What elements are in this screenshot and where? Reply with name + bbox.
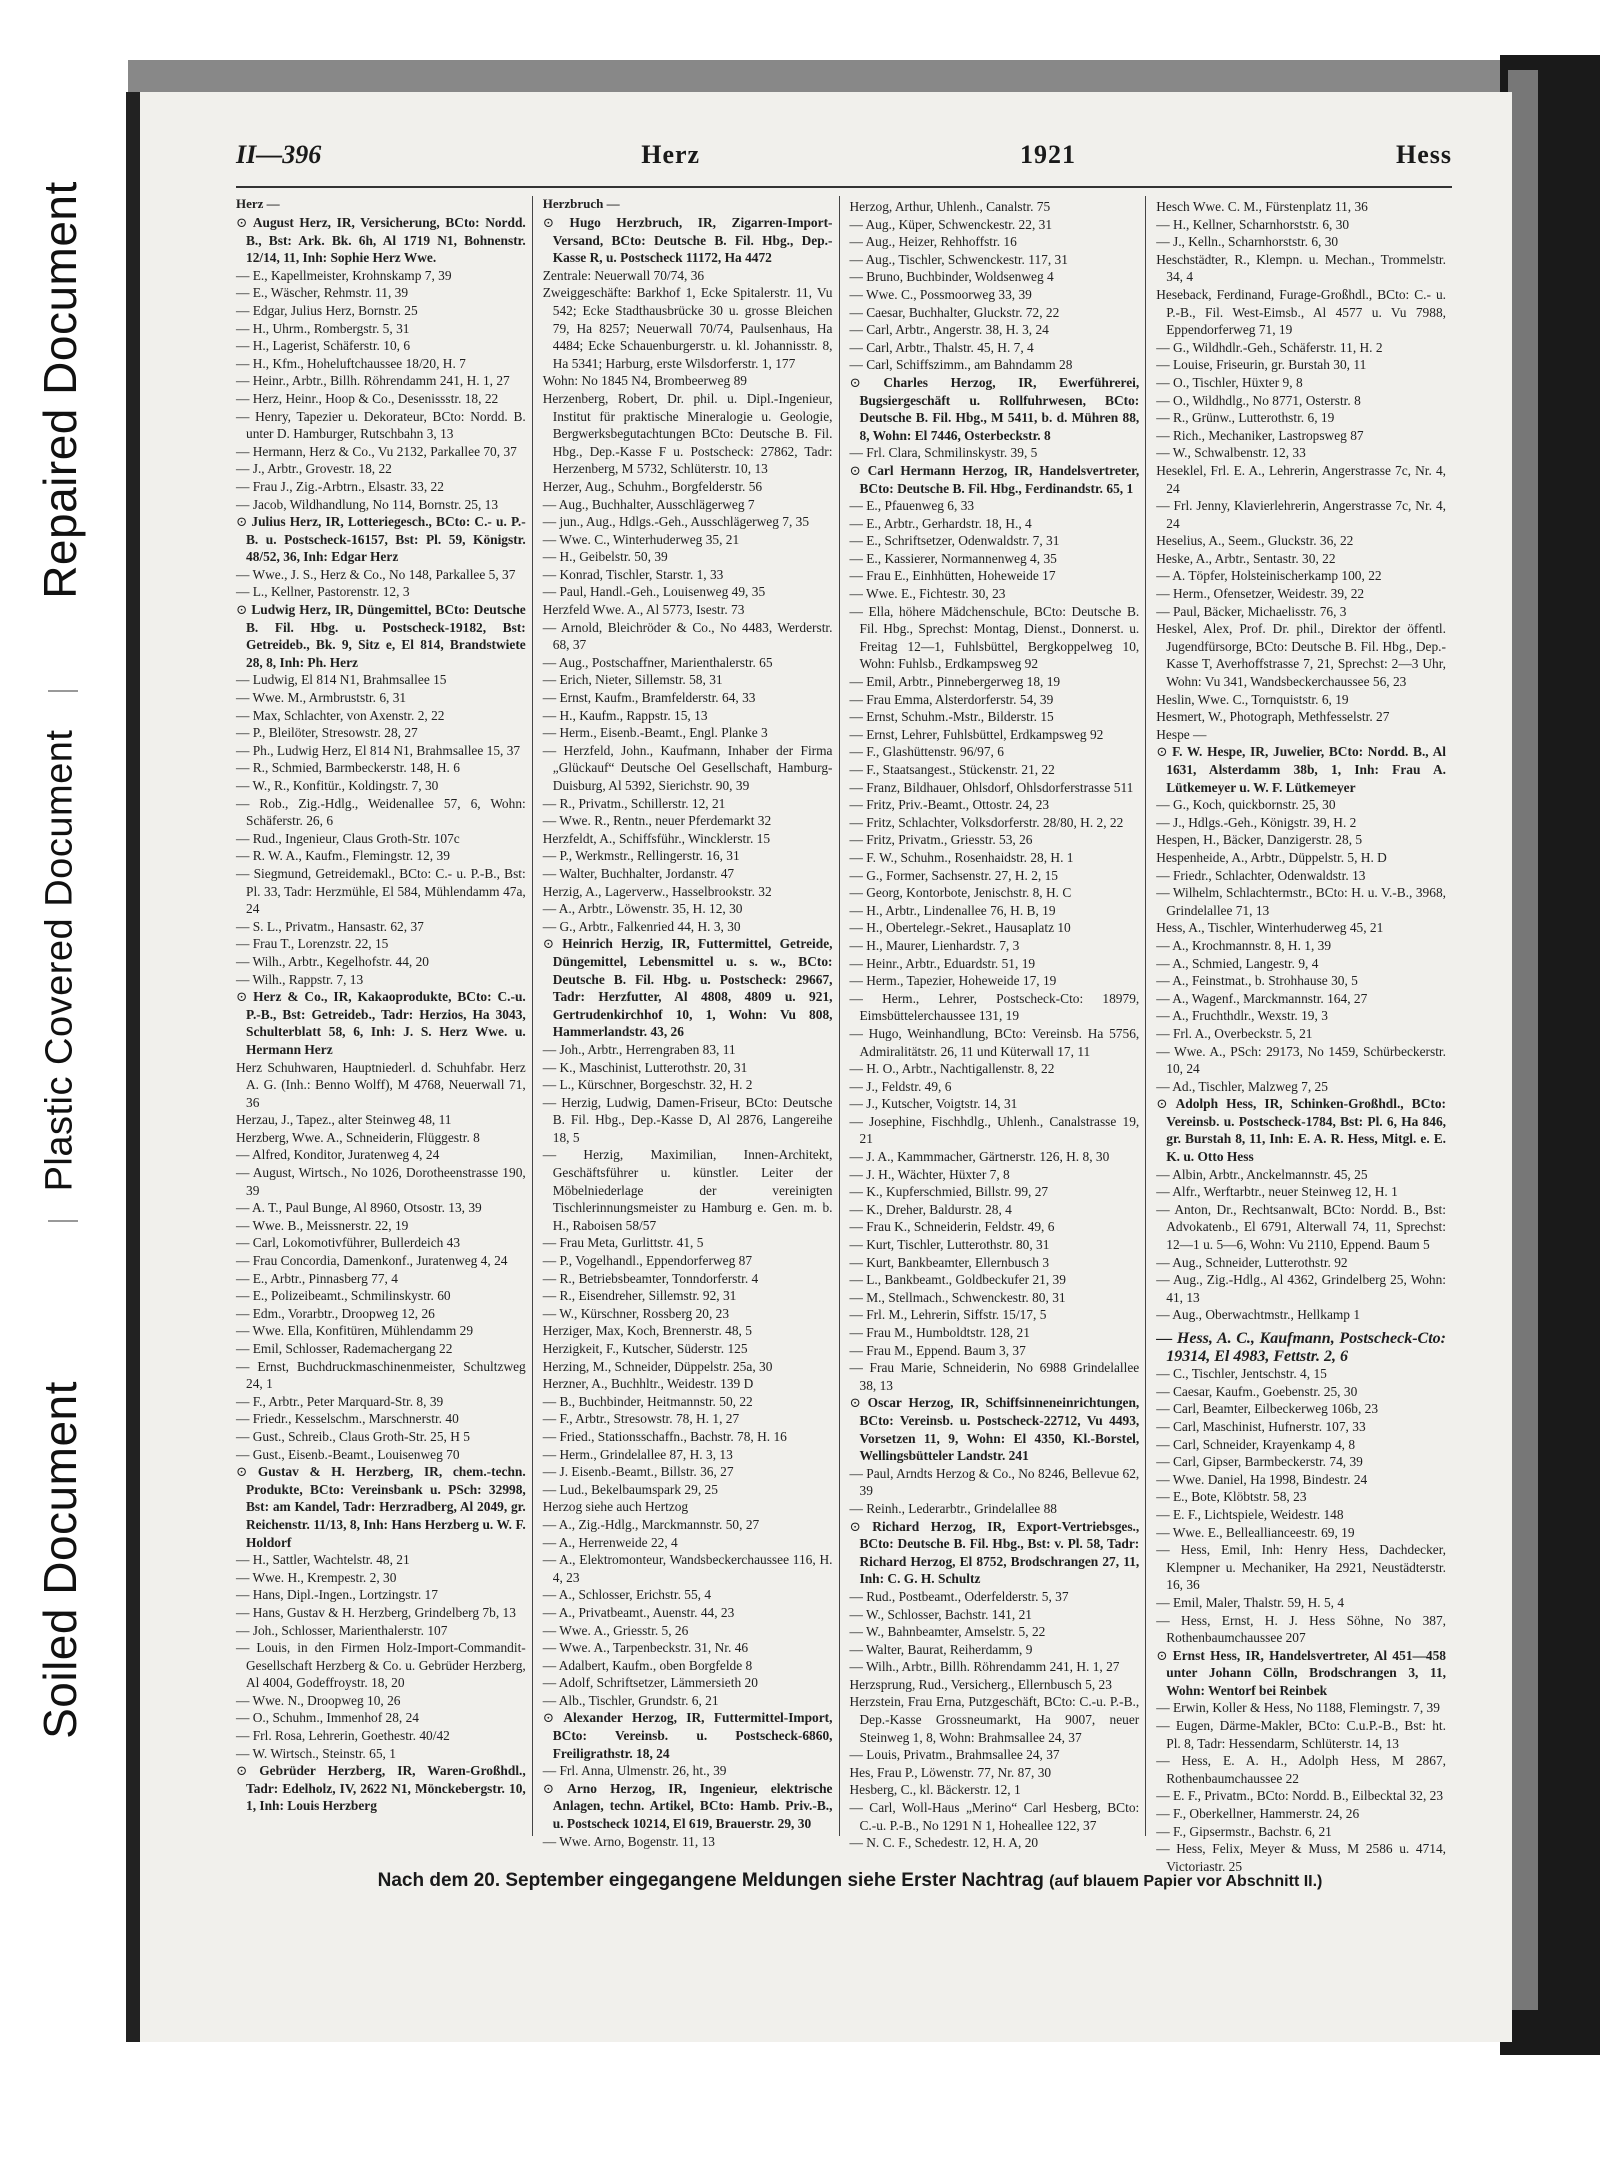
directory-entry: ⊙ Gustav & H. Herzberg, IR, chem.-techn. Produkte, BCto: Vereinsbank u. PSch: 32998, Bst: am Kandel, Tadr: Herzradberg, Al 2049, gr. Reichenstr. 11/13, 8, Inh: Hans Herzberg u. W. F. Holdorf — [236, 1463, 526, 1551]
directory-entry: — Wwe. A., PSch: 29173, No 1459, Schürbeckerstr. 10, 24 — [1156, 1043, 1446, 1077]
directory-entry: — Anton, Dr., Rechtsanwalt, BCto: Nordd. B., Bst: Advokatenb., El 6791, Alterwall 74, 11, Sprechst: 12—1 u. 5—6, Wohn: Vu 2110, Eppend. Baum 5 — [1156, 1201, 1446, 1253]
directory-entry: — E., Kapellmeister, Krohnskamp 7, 39 — [236, 267, 452, 283]
page-header — [236, 140, 1452, 176]
soiled-document-label — [30, 1210, 90, 1910]
directory-entry: — Erwin, Koller & Hess, No 1188, Flemingstr. 7, 39 — [1156, 1700, 1440, 1716]
directory-entry: — Kurt, Tischler, Lutterothstr. 80, 31 — [849, 1237, 1050, 1253]
scan-edge-left — [126, 92, 140, 2042]
directory-entry: Wohn: No 1845 N4, Brombeerweg 89 — [542, 373, 747, 389]
directory-entry: — W., Kürschner, Rossberg 20, 23 — [542, 1305, 730, 1321]
directory-entry: Hespen, H., Bäcker, Danzigerstr. 28, 5 — [1156, 832, 1363, 848]
directory-entry: — Herzfeld, John., Kaufmann, Inhaber der Firma „Glückauf“ Deutsche Oel Gesellschaft, Hamburg-Duisburg, Al 5392, Sierichstr. 90, 39 — [542, 742, 833, 793]
directory-entry: — F., Gipsermstr., Bachstr. 6, 21 — [1156, 1823, 1332, 1839]
directory-entry: — S. L., Privatm., Hansastr. 62, 37 — [236, 918, 424, 934]
directory-entry: Hesmert, W., Photograph, Methfesselstr. 27 — [1156, 709, 1390, 725]
directory-entry: — Aug., Buchhalter, Ausschlägerweg 7 — [542, 496, 755, 512]
directory-entry: — G., Wildhdlr.-Geh., Schäferstr. 11, H. 2 — [1156, 339, 1383, 355]
directory-entry: — Frl. A., Overbeckstr. 5, 21 — [1156, 1025, 1313, 1041]
directory-entry: ⊙ Adolph Hess, IR, Schinken-Großhdl., BCto: Vereinsb. u. Postscheck-1784, Bst: Pl. 6, Ha 846, gr. Burstah 8, 11, Inh: E. A. R. Hess, Mitgl. e. E. K. u. Otto Hess — [1156, 1095, 1446, 1165]
directory-entry: — Wwe. B., Meissnerstr. 22, 19 — [236, 1217, 409, 1233]
directory-entry: ⊙ Hugo Herzbruch, IR, Zigarren-Import-Versand, BCto: Deutsche B. Fil. Hbg., Dep.-Kasse R, u. Postscheck 11172, Ha 4472 — [543, 214, 833, 267]
directory-entry: — L., Kellner, Pastorenstr. 12, 3 — [236, 584, 410, 600]
directory-entry: — H., Uhrm., Rombergstr. 5, 31 — [236, 320, 410, 336]
left-keyword: Herz — [641, 140, 701, 169]
directory-entry: — Wilh., Arbtr., Kegelhofstr. 44, 20 — [236, 953, 429, 969]
directory-entry: — F., Arbtr., Stresowstr. 78, H. 1, 27 — [542, 1411, 740, 1427]
directory-entry: Zweiggeschäfte: Barkhof 1, Ecke Spitalerstr. 11, Vu 542; Ecke Stadthausbrücke 30 u. grosse Bleichen 79, Ha 8257; Neuerwall 70/74, Paulsenhaus, Ha 4484; Ecke Schauenburgerstr. u. kl. Johannisstr. 8, Ha 5341; Harburg, erste Wilsdorferstr. 1, 177 — [542, 285, 833, 371]
directory-entry: — O., Schuhm., Immenhof 28, 24 — [236, 1710, 419, 1726]
directory-entry: — Wwe. H., Krempestr. 2, 30 — [236, 1569, 397, 1585]
directory-entry: Herzig, A., Lagerverw., Hasselbrookstr. 32 — [542, 883, 772, 899]
directory-entry: — Ernst, Lehrer, Fuhlsbüttel, Erdkampsweg 92 — [849, 726, 1104, 742]
directory-entry: — R., Eisendreher, Sillemstr. 92, 31 — [542, 1288, 737, 1304]
directory-entry: — A., Krochmannstr. 8, H. 1, 39 — [1156, 937, 1332, 953]
directory-entry: — B., Buchbinder, Heitmannstr. 50, 22 — [542, 1393, 753, 1409]
directory-entry: — H., Maurer, Lienhardstr. 7, 3 — [849, 937, 1020, 953]
directory-entry: — H., Kaufm., Rappstr. 15, 13 — [542, 707, 708, 723]
directory-entry: — Aug., Oberwachtmstr., Hellkamp 1 — [1156, 1307, 1361, 1323]
directory-entry: — Aug., Tischler, Schwenckestr. 117, 31 — [849, 251, 1068, 267]
directory-entry: — Wwe. R., Rentn., neuer Pferdemarkt 32 — [542, 813, 772, 829]
footer-subnote: (auf blauem Papier vor Abschnitt II.) — [1049, 1873, 1323, 1890]
directory-entry: — Walter, Buchhalter, Jordanstr. 47 — [542, 865, 735, 881]
directory-entry: — J., Kutscher, Voigtstr. 14, 31 — [849, 1096, 1018, 1112]
directory-entry: — Rich., Mechaniker, Lastropsweg 87 — [1156, 427, 1364, 443]
directory-entry: — K., Dreher, Baldurstr. 28, 4 — [849, 1201, 1012, 1217]
directory-entry: — Alfr., Werftarbtr., neuer Steinweg 12, H. 1 — [1156, 1184, 1398, 1200]
directory-entry: — J. H., Wächter, Hüxter 7, 8 — [849, 1166, 1010, 1182]
document-page — [140, 92, 1512, 2042]
directory-entry: — jun., Aug., Hdlgs.-Geh., Ausschlägerweg 7, 35 — [542, 514, 810, 530]
directory-entry: — Wwe., J. S., Herz & Co., No 148, Parkallee 5, 37 — [236, 566, 516, 582]
directory-entry: — Arnold, Bleichröder & Co., No 4483, Werderstr. 68, 37 — [542, 619, 833, 653]
directory-entry: — Wwe. N., Droopweg 10, 26 — [236, 1692, 401, 1708]
directory-entry: — P., Vogelhandl., Eppendorferweg 87 — [542, 1253, 753, 1269]
directory-entry: — H., Geibelstr. 50, 39 — [542, 549, 668, 565]
directory-entry: — Lud., Bekelbaumspark 29, 25 — [542, 1481, 718, 1497]
directory-entry: Heskel, Alex, Prof. Dr. phil., Direktor der öffentl. Jugendfürsorge, BCto: Deutsche B. Fil. Hbg., Dep.-Kasse T, Averhoffstrasse 7, 21, Sprechst: 2—3 Uhr, Wohn: Vu 341, Wandsbeckerchaussee 56, 23 — [1156, 621, 1446, 690]
directory-entry: — Paul, Bäcker, Michaelisstr. 76, 3 — [1156, 603, 1347, 619]
directory-entry: — H., Lagerist, Schäferstr. 10, 6 — [236, 338, 411, 354]
directory-entry: — Carl, Arbtr., Thalstr. 45, H. 7, 4 — [849, 339, 1034, 355]
directory-column — [236, 196, 533, 1836]
directory-entry: — Wwe. Arno, Bogenstr. 11, 13 — [542, 1833, 715, 1849]
directory-entry: — Wwe. M., Armbruststr. 6, 31 — [236, 690, 407, 706]
directory-entry: — Ernst, Buchdruckmaschinenmeister, Schultzweg 24, 1 — [236, 1358, 526, 1392]
directory-entry: Hes, Frau P., Löwenstr. 77, Nr. 87, 30 — [849, 1764, 1052, 1780]
directory-entry: — Frau Concordia, Damenkonf., Juratenweg 4, 24 — [236, 1253, 508, 1269]
directory-entry: — K., Maschinist, Lutterothstr. 20, 31 — [542, 1059, 748, 1075]
directory-entry: — W., Bahnbeamter, Amselstr. 5, 22 — [849, 1624, 1046, 1640]
repaired-label-text: Repaired Document — [34, 181, 87, 599]
directory-entry: Hesberg, C., kl. Bäckerstr. 12, 1 — [849, 1782, 1021, 1798]
directory-entry: — G., Arbtr., Falkenried 44, H. 3, 30 — [542, 918, 741, 934]
directory-entry: — A., Fruchthdlr., Wexstr. 19, 3 — [1156, 1008, 1328, 1024]
directory-entry: — Fritz, Schlachter, Volksdorferstr. 28/80, H. 2, 22 — [849, 814, 1124, 830]
directory-entry: — P., Werkmstr., Rellingerstr. 16, 31 — [542, 848, 740, 864]
directory-entry: — J., Feldstr. 49, 6 — [849, 1078, 952, 1094]
directory-entry: — J. A., Kammmacher, Gärtnerstr. 126, H. 8, 30 — [849, 1149, 1110, 1165]
directory-entry: — Emil, Arbtr., Pinnebergerweg 18, 19 — [849, 674, 1061, 690]
directory-columns — [236, 196, 1452, 1874]
directory-entry: — Carl, Arbtr., Angerstr. 38, H. 3, 24 — [849, 322, 1049, 338]
directory-entry: — Frl. Clara, Schmilinskystr. 39, 5 — [849, 445, 1038, 461]
directory-entry: — F., Arbtr., Peter Marquard-Str. 8, 39 — [236, 1393, 444, 1409]
directory-entry: Herzner, A., Buchhltr., Weidestr. 139 D — [542, 1376, 754, 1392]
directory-entry: — Bruno, Buchbinder, Woldsenweg 4 — [849, 269, 1054, 285]
directory-entry: — Hess, Ernst, H. J. Hess Söhne, No 387, Rothenbaumchaussee 207 — [1156, 1612, 1446, 1646]
directory-entry: — A., Herrenweide 22, 4 — [542, 1534, 678, 1550]
directory-entry: — Friedr., Kesselschm., Marschnerstr. 40 — [236, 1411, 459, 1427]
directory-entry: — E., Arbtr., Pinnasberg 77, 4 — [236, 1270, 398, 1286]
directory-entry: — E., Arbtr., Gerhardstr. 18, H., 4 — [849, 515, 1032, 531]
directory-entry: Herzsprung, Rud., Versicherg., Ellernbusch 5, 23 — [849, 1676, 1112, 1692]
directory-entry: — Emil, Schlosser, Rademachergang 22 — [236, 1341, 453, 1356]
directory-entry: — Caesar, Kaufm., Goebenstr. 25, 30 — [1156, 1383, 1358, 1399]
directory-entry: — Frau K., Schneiderin, Feldstr. 49, 6 — [849, 1219, 1055, 1235]
directory-entry: Herzberg, Wwe. A., Schneiderin, Flüggestr. 8 — [236, 1129, 480, 1145]
directory-entry: — Frau M., Eppend. Baum 3, 37 — [849, 1342, 1026, 1358]
directory-entry: — J., Kelln., Scharnhorststr. 6, 30 — [1156, 234, 1339, 250]
directory-entry: — Ernst, Kaufm., Bramfelderstr. 64, 33 — [542, 690, 756, 706]
directory-entry: — Emil, Maler, Thalstr. 59, H. 5, 4 — [1156, 1594, 1345, 1610]
directory-entry: — Edm., Vorarbtr., Droopweg 12, 26 — [236, 1305, 435, 1321]
footer-main: Nach dem 20. September eingegangene Meldungen siehe Erster Nachtrag — [377, 1870, 1044, 1891]
directory-entry: — Wwe. C., Winterhuderweg 35, 21 — [542, 531, 740, 547]
directory-entry: Hess, A., Tischler, Winterhuderweg 45, 21 — [1156, 920, 1384, 936]
directory-entry: — Frl. Rosa, Lehrerin, Goethestr. 40/42 — [236, 1728, 450, 1744]
directory-entry: — Ludwig, El 814 N1, Brahmsallee 15 — [236, 672, 447, 688]
page-number: II—396 — [236, 140, 322, 169]
directory-entry: — Herm., Lehrer, Postscheck-Cto: 18979, Eimsbüttelerchaussee 131, 19 — [849, 990, 1140, 1024]
directory-entry: ⊙ August Herz, IR, Versicherung, BCto: Nordd. B., Bst: Ark. Bk. 6h, Al 1719 N1, Bohnenstr. 12/14, 11, Inh: Sophie Herz Wwe. — [236, 214, 526, 267]
directory-entry: — A., Schlosser, Erichstr. 55, 4 — [542, 1587, 712, 1603]
directory-entry: Herziger, Max, Koch, Brennerstr. 48, 5 — [542, 1323, 752, 1339]
directory-entry: — Fritz, Privatm., Griesstr. 53, 26 — [849, 832, 1033, 848]
directory-entry: — Jacob, Wildhandlung, No 114, Bornstr. 25, 13 — [236, 496, 499, 512]
repaired-document-label — [30, 110, 90, 670]
directory-entry: — A., Feinstmat., b. Strohhause 30, 5 — [1156, 973, 1358, 989]
directory-entry: ⊙ Alexander Herzog, IR, Futtermittel-Import, BCto: Vereinsb. u. Postscheck-6860, Freiligrathstr. 18, 24 — [543, 1709, 833, 1762]
directory-entry: Heselius, A., Seem., Gluckstr. 36, 22 — [1156, 533, 1354, 549]
directory-entry: — Fritz, Priv.-Beamt., Ottostr. 24, 23 — [849, 797, 1050, 813]
directory-entry: — Alfred, Konditor, Juratenweg 4, 24 — [236, 1147, 440, 1163]
directory-entry: — Carl, Lokomotivführer, Bullerdeich 43 — [236, 1235, 461, 1251]
directory-entry: — Ernst, Schuhm.-Mstr., Bilderstr. 15 — [849, 709, 1054, 725]
directory-entry: — Carl, Schiffszimm., am Bahndamm 28 — [849, 357, 1073, 373]
directory-entry: Herzog siehe auch Hertzog — [542, 1499, 689, 1515]
directory-entry: — Walter, Baurat, Reiherdamm, 9 — [849, 1641, 1033, 1657]
directory-entry: — Hans, Gustav & H. Herzberg, Grindelberg 7b, 13 — [236, 1604, 516, 1620]
directory-entry: — Adalbert, Kaufm., oben Borgfelde 8 — [542, 1657, 753, 1673]
directory-entry: — G., Koch, quickbornstr. 25, 30 — [1156, 797, 1336, 813]
directory-entry: — R., Betriebsbeamter, Tonndorferstr. 4 — [542, 1270, 759, 1286]
directory-entry: — Wilhelm, Schlachtermstr., BCto: H. u. V.-B., 3968, Grindelallee 71, 13 — [1156, 885, 1446, 918]
directory-entry: Herz Schuhwaren, Hauptniederl. d. Schuhfabr. Herz A. G. (Inh.: Benno Wolff), M 4768, Neuerwall 71, 36 — [236, 1059, 526, 1110]
directory-entry: ⊙ Oscar Herzog, IR, Schiffsinneneinrichtungen, BCto: Vereinsb. u. Postscheck-22712, Vu 4493, Vorsetzen 11, 9, Wohn: El 4350, Kl.-Borstel, Wellingsbütteler Landstr. 241 — [850, 1394, 1140, 1464]
divider — [48, 690, 78, 692]
directory-entry: — Louis, Privatm., Brahmsallee 24, 37 — [849, 1747, 1060, 1763]
directory-entry: Heslin, Wwe. C., Tornquiststr. 6, 19 — [1156, 691, 1349, 707]
directory-entry: — Edgar, Julius Herz, Bornstr. 25 — [236, 302, 418, 318]
directory-entry: — Hess, A. C., Kaufmann, Postscheck-Cto: 19314, El 4983, Fettstr. 2, 6 — [1156, 1330, 1446, 1365]
directory-entry: Heseklel, Frl. E. A., Lehrerin, Angerstrasse 7c, Nr. 4, 24 — [1156, 462, 1446, 496]
directory-entry: — A., Zig.-Hdlg., Marckmannstr. 50, 27 — [542, 1516, 760, 1532]
directory-entry: — E., Bote, Klöbtstr. 58, 23 — [1156, 1489, 1307, 1505]
directory-entry: — P., Bleilöter, Stresowstr. 28, 27 — [236, 725, 418, 741]
directory-entry: — Ad., Tischler, Malzweg 7, 25 — [1156, 1078, 1328, 1094]
directory-entry: — Adolf, Schriftsetzer, Lämmersieth 20 — [542, 1675, 758, 1691]
directory-entry: ⊙ Carl Hermann Herzog, IR, Handelsvertreter, BCto: Deutsche B. Fil. Hbg., Ferdinandstr. 65, 1 — [850, 462, 1140, 497]
directory-entry: — Konrad, Tischler, Starstr. 1, 33 — [542, 566, 724, 582]
directory-entry: Herzfeld Wwe. A., Al 5773, Isestr. 73 — [542, 602, 745, 618]
directory-entry: ⊙ Herz & Co., IR, Kakaoprodukte, BCto: C.-u. P.-B., Bst: Getreideb., Tadr: Herzios, Ha 3043, Schulterblatt 58, 6, Inh: J. S. Herz Wwe. u. Hermann Herz — [236, 988, 526, 1058]
scan-edge-top — [128, 60, 1528, 96]
directory-entry: — F., Glashüttenstr. 96/97, 6 — [849, 744, 1004, 760]
directory-entry: — Franz, Bildhauer, Ohlsdorf, Ohlsdorferstrasse 511 — [849, 779, 1134, 795]
directory-entry: — Frau Emma, Alsterdorferstr. 54, 39 — [849, 691, 1054, 707]
plastic-covered-document-label — [30, 700, 90, 1220]
directory-entry: — Aug., Schneider, Lutterothstr. 92 — [1156, 1254, 1348, 1270]
directory-entry: — Frau Meta, Gurlittstr. 41, 5 — [542, 1235, 704, 1251]
directory-entry: — R., Grünw., Lutterothstr. 6, 19 — [1156, 410, 1335, 426]
directory-entry: — Rud., Ingenieur, Claus Groth-Str. 107c — [236, 830, 460, 846]
directory-entry: — Herm., Tapezier, Hoheweide 17, 19 — [849, 973, 1057, 989]
directory-entry: Herzfeldt, A., Schiffsführ., Wincklerstr. 15 — [542, 830, 771, 846]
directory-entry: — Wwe. A., Tarpenbeckstr. 31, Nr. 46 — [542, 1640, 749, 1656]
directory-entry: — H., Obertelegr.-Sekret., Hausaplatz 10 — [849, 920, 1071, 936]
directory-entry: — Georg, Kontorbote, Jenischstr. 8, H. C — [849, 885, 1072, 901]
directory-column — [849, 196, 1147, 1851]
directory-entry: — A., Schmied, Langestr. 9, 4 — [1156, 955, 1319, 971]
directory-entry: ⊙ Arno Herzog, IR, Ingenieur, elektrische Anlagen, techn. Artikel, BCto: Hamb. Priv.-B., u. Postscheck 10214, El 619, Brauerstr. 29, 30 — [543, 1780, 833, 1833]
directory-entry: — Carl, Beamter, Eilbeckerweg 106b, 23 — [1156, 1401, 1379, 1417]
directory-entry: — M., Stellmach., Schwenckestr. 80, 31 — [849, 1289, 1066, 1305]
directory-entry: — Herz, Heinr., Hoop & Co., Desenissstr. 18, 22 — [236, 390, 499, 406]
directory-entry: — O., Tischler, Hüxter 9, 8 — [1156, 374, 1303, 390]
directory-entry: — Wwe. E., Fichtestr. 30, 23 — [849, 586, 1006, 602]
directory-entry: — Alb., Tischler, Grundstr. 6, 21 — [542, 1692, 719, 1708]
directory-entry: — Erich, Nieter, Sillemstr. 58, 31 — [542, 672, 723, 688]
directory-entry: — L., Bankbeamt., Goldbeckufer 21, 39 — [849, 1272, 1066, 1288]
directory-entry: — H., Kfm., Hoheluftchaussee 18/20, H. 7 — [236, 355, 466, 371]
directory-entry: — K., Kupferschmied, Billstr. 99, 27 — [849, 1184, 1049, 1200]
right-keyword: Hess — [1396, 140, 1452, 169]
directory-entry: — Frl. Anna, Ulmenstr. 26, ht., 39 — [542, 1763, 727, 1779]
directory-entry: — Hess, E. A. H., Adolph Hess, M 2867, Rothenbaumchaussee 22 — [1156, 1753, 1446, 1786]
directory-entry: Hespenheide, A., Arbtr., Düppelstr. 5, H. D — [1156, 849, 1387, 865]
directory-entry: Herzing, M., Schneider, Düppelstr. 25a, 30 — [542, 1358, 773, 1374]
directory-entry: — Gust., Schreib., Claus Groth-Str. 25, H 5 — [236, 1428, 470, 1444]
directory-entry: Herzigkeit, F., Kutscher, Süderstr. 125 — [542, 1341, 748, 1356]
directory-entry: — E., Wäscher, Rehmstr. 11, 39 — [236, 285, 409, 301]
directory-column — [542, 196, 840, 1849]
directory-entry: — Heinr., Arbtr., Eduardstr. 51, 19 — [849, 955, 1036, 971]
directory-entry: Herzenberg, Robert, Dr. phil. u. Dipl.-Ingenieur, Institut für praktische Mineralogie u. Geologie, Bergwerksbegutachtungen BCto: Deutsche B. Fil. Hbg., Dep.-Kasse F u. Postscheck: 27862, Tadr: Herzenberg, M 5732, Schlüterstr. 10, 13 — [542, 390, 833, 477]
directory-entry: — Frau E., Einhhütten, Hoheweide 17 — [849, 568, 1056, 584]
directory-entry: — Ella, höhere Mädchenschule, BCto: Deutsche B. Fil. Hbg., Sprechst: Montag, Dienst., Donnerst. u. Freitag 12—1, Fuhlsbüttel, Bergkoppelweg 10, Wohn: Fuhlsb., Erdkampsweg 92 — [849, 603, 1140, 672]
directory-entry: — Fried., Stationsschaffn., Bachstr. 78, H. 16 — [542, 1428, 787, 1444]
directory-entry: — Louise, Friseurin, gr. Burstah 30, 11 — [1156, 357, 1367, 373]
directory-entry: Hespe — — [1156, 726, 1207, 742]
directory-entry: — L., Kürschner, Borgeschstr. 32, H. 2 — [542, 1077, 753, 1093]
directory-entry: ⊙ Heinrich Herzig, IR, Futtermittel, Getreide, Düngemittel, Lebensmittel u. s. w., BCto: Deutsche B. Fil. Hbg. u. Postscheck: 29667, Tadr: Herzfutter, Al 4808, 4809 u. 921, Gertrudenkirchhof 10, 1, Wohn: Vu 808, Hammerlandstr. 43, 26 — [543, 935, 833, 1041]
directory-entry: Herzog, Arthur, Uhlenh., Canalstr. 75 — [849, 199, 1051, 214]
directory-entry: — W., Schlosser, Bachstr. 141, 21 — [849, 1606, 1032, 1622]
directory-entry: — F., Staatsangest., Stückenstr. 21, 22 — [849, 762, 1055, 777]
directory-entry: — Henry, Tapezier u. Dekorateur, BCto: Nordd. B. unter D. Hamburger, Rutschbahn 3, 13 — [236, 408, 526, 442]
directory-entry: — Ph., Ludwig Herz, El 814 N1, Brahmsallee 15, 37 — [236, 742, 521, 758]
directory-entry: — F., Oberkellner, Hammerstr. 24, 26 — [1156, 1806, 1360, 1822]
directory-entry: — Frau T., Lorenzstr. 22, 15 — [236, 936, 389, 952]
directory-entry: ⊙ Julius Herz, IR, Lotteriegesch., BCto: C.- u. P.-B. u. Postscheck-16157, Bst: Pl. 59, Königstr. 48/52, 36, Inh: Edgar Herz — [236, 513, 526, 566]
directory-entry: — Reinh., Lederarbtr., Grindelallee 88 — [849, 1500, 1057, 1516]
directory-entry: — Hess, Felix, Meyer & Muss, M 2586 u. 4714, Victoriastr. 25 — [1156, 1841, 1446, 1874]
soiled-label-text: Soiled Document — [34, 1381, 86, 1739]
directory-entry: — Frau Marie, Schneiderin, No 6988 Grindelallee 38, 13 — [849, 1360, 1140, 1393]
directory-entry: — Frl. M., Lehrerin, Siffstr. 15/17, 5 — [849, 1307, 1047, 1323]
directory-entry: ⊙ Ludwig Herz, IR, Düngemittel, BCto: Deutsche B. Fil. Hbg. u. Postscheck-19182, Bst: Getreideb., Bk. 9, Sitz e, El 814, Brandstwiete 28, 8, Inh: Ph. Herz — [236, 601, 526, 671]
directory-entry: — E., Schriftsetzer, Odenwaldstr. 7, 31 — [849, 533, 1060, 549]
directory-entry: — W., R., Konfitür., Koldingstr. 7, 30 — [236, 778, 439, 793]
directory-entry: — Herm., Eisenb.-Beamt., Engl. Planke 3 — [542, 725, 768, 741]
directory-entry: Herzstein, Frau Erna, Putzgeschäft, BCto: C.-u. P.-B., Dep.-Kasse Grossneumarkt, Ha 9007, neuer Steinweg 1, 8, Wohn: Brahmsallee 24, 37 — [849, 1694, 1140, 1745]
directory-entry: — Rud., Postbeamt., Oderfelderstr. 5, 37 — [849, 1588, 1069, 1604]
directory-entry: — J., Arbtr., Grovestr. 18, 22 — [236, 461, 392, 477]
directory-entry: — Max, Schlachter, von Axenstr. 2, 22 — [236, 707, 445, 723]
footer-note — [260, 1870, 1440, 1892]
directory-entry: — Heinr., Arbtr., Billh. Röhrendamm 241, H. 1, 27 — [236, 373, 510, 389]
directory-entry: Heschstädter, R., Klempn. u. Mechan., Trommelstr. 34, 4 — [1156, 251, 1446, 285]
directory-entry: — Eugen, Därme-Makler, BCto: C.u.P.-B., Bst: ht. Pl. 8, Tadr: Hessendarm, Schlüterstr. 14, 13 — [1156, 1718, 1446, 1751]
scan-edge-right-inner — [1508, 70, 1538, 2010]
directory-entry: — Caesar, Buchhalter, Gluckstr. 72, 22 — [849, 304, 1060, 320]
directory-entry: — Herzig, Ludwig, Damen-Friseur, BCto: Deutsche B. Fil. Hbg., Dep.-Kasse D, Al 2876, Langereihe 18, 5 — [542, 1094, 833, 1145]
directory-entry: — A. Töpfer, Holsteinischerkamp 100, 22 — [1156, 568, 1382, 584]
directory-entry: — Frl. Jenny, Klavierlehrerin, Angerstrasse 7c, Nr. 4, 24 — [1156, 498, 1446, 531]
column-head: Herz — — [236, 196, 280, 211]
directory-entry: — J. Eisenb.-Beamt., Billstr. 36, 27 — [542, 1464, 734, 1480]
directory-entry: — Hans, Dipl.-Ingen., Lortzingstr. 17 — [236, 1587, 438, 1603]
directory-entry: — Carl, Schneider, Krayenkamp 4, 8 — [1156, 1436, 1356, 1452]
directory-entry: — W. Wirtsch., Steinstr. 65, 1 — [236, 1745, 396, 1761]
directory-entry: — G., Former, Sachsenstr. 27, H. 2, 15 — [849, 867, 1058, 883]
directory-entry: ⊙ Richard Herzog, IR, Export-Vertriebsges., BCto: Deutsche B. Fil. Hbg., Bst: v. Pl. 58, Tadr: Richard Herzog, El 8752, Brodschrangen 27, 11, Inh: C. G. H. Schultz — [850, 1518, 1140, 1588]
directory-entry: — Louis, in den Firmen Holz-Import-Commandit-Gesellschaft Herzberg & Co. u. Gebrüder Herzberg, Al 4004, Godeffroystr. 18, 20 — [236, 1640, 526, 1691]
directory-entry: — Albin, Arbtr., Anckelmannstr. 45, 25 — [1156, 1166, 1368, 1182]
directory-entry: — Siegmund, Getreidemakl., BCto: C.- u. P.-B., Bst: Pl. 33, Tadr: Herzmühle, El 584, Mühlendamm 47a, 24 — [236, 865, 526, 917]
directory-entry: — Joh., Arbtr., Herrengraben 83, 11 — [542, 1041, 736, 1057]
directory-entry: — Rob., Zig.-Hdlg., Weidenallee 57, 6, Wohn: Schäferstr. 26, 6 — [236, 795, 526, 829]
directory-entry: — E., Polizeibeamt., Schmilinskystr. 60 — [236, 1288, 451, 1304]
header-rule — [236, 186, 1452, 188]
directory-entry: — Gust., Eisenb.-Beamt., Louisenweg 70 — [236, 1446, 460, 1462]
directory-entry: — E. F., Lichtspiele, Weidestr. 148 — [1156, 1506, 1344, 1522]
directory-entry: — F. W., Schuhm., Rosenhaidstr. 28, H. 1 — [849, 849, 1074, 865]
directory-entry: — Kurt, Bankbeamter, Ellernbusch 3 — [849, 1254, 1050, 1270]
directory-entry: — Herzig, Maximilian, Innen-Architekt, Geschäftsführer u. künstler. Leiter der Möbelniederlage der vereinigten Tischlerinnungsmeister zu Hamburg e. Gen. m. b. H., Raboisen 58/57 — [542, 1147, 833, 1233]
directory-entry: — Aug., Heizer, Rehhoffstr. 16 — [849, 234, 1017, 250]
directory-entry: — N. C. F., Schedestr. 12, H. A, 20 — [849, 1835, 1039, 1851]
directory-entry: — Carl, Woll-Haus „Merino“ Carl Hesberg, BCto: C.-u. P.-B., No 1291 N 1, Hoheallee 122, 37 — [849, 1800, 1140, 1833]
directory-entry: — H. O., Arbtr., Nachtigallenstr. 8, 22 — [849, 1061, 1055, 1077]
directory-entry: — H., Arbtr., Lindenallee 76, H. B, 19 — [849, 902, 1056, 918]
directory-entry: — H., Sattler, Wachtelstr. 48, 21 — [236, 1552, 410, 1568]
directory-entry: Herzer, Aug., Schuhm., Borgfelderstr. 56 — [542, 478, 763, 494]
directory-entry: — E. F., Privatm., BCto: Nordd. B., Eilbecktal 32, 23 — [1156, 1788, 1444, 1804]
directory-entry: — Aug., Küper, Schwenckestr. 22, 31 — [849, 216, 1053, 232]
directory-entry: — C., Tischler, Jentschstr. 4, 15 — [1156, 1366, 1327, 1382]
directory-entry: ⊙ Ernst Hess, IR, Handelsvertreter, Al 451—458 unter Johann Cölln, Brodschrangen 3, 11, Wohn: Wentorf bei Reinbek — [1156, 1647, 1446, 1700]
directory-entry: — R. W. A., Kaufm., Flemingstr. 12, 39 — [236, 848, 450, 864]
directory-entry: — A., Privatbeamt., Auenstr. 44, 23 — [542, 1604, 735, 1620]
directory-entry: — Carl, Maschinist, Hufnerstr. 107, 33 — [1156, 1418, 1366, 1434]
directory-entry: — Herm., Grindelallee 87, H. 3, 13 — [542, 1446, 733, 1462]
directory-entry: — Frau M., Humboldtstr. 128, 21 — [849, 1325, 1030, 1340]
directory-entry: — Wwe. Ella, Konfitüren, Mühlendamm 29 — [236, 1323, 474, 1339]
directory-entry: — Aug., Postschaffner, Marienthalerstr. 65 — [542, 654, 773, 670]
directory-entry: — Paul, Handl.-Geh., Louisenweg 49, 35 — [542, 584, 766, 600]
directory-entry: — W., Schwalbenstr. 12, 33 — [1156, 445, 1306, 461]
directory-entry: — Wilh., Arbtr., Billh. Röhrendamm 241, H. 1, 27 — [849, 1659, 1120, 1675]
directory-entry: — R., Schmied, Barmbeckerstr. 148, H. 6 — [236, 760, 460, 776]
directory-column — [1156, 196, 1452, 1874]
directory-entry: ⊙ F. W. Hespe, IR, Juwelier, BCto: Nordd. B., Al 1631, Alsterdamm 38b, 1, Inh: Frau A. Lütkemeyer u. W. F. Lütkemeyer — [1156, 743, 1446, 796]
directory-entry: — Herm., Ofensetzer, Weidestr. 39, 22 — [1156, 586, 1365, 602]
directory-entry: — Wwe. C., Possmoorweg 33, 39 — [849, 286, 1032, 302]
directory-entry: — August, Wirtsch., No 1026, Dorotheenstrasse 190, 39 — [236, 1165, 526, 1198]
directory-entry: — Josephine, Fischhdlg., Uhlenh., Canalstrasse 19, 21 — [849, 1113, 1140, 1147]
directory-entry: — Aug., Zig.-Hdlg., Al 4362, Grindelberg 25, Wohn: 41, 13 — [1156, 1272, 1446, 1305]
directory-entry: — E., Pfauenweg 6, 33 — [849, 498, 975, 514]
directory-entry: — A. T., Paul Bunge, Al 8960, Otsostr. 13, 39 — [236, 1200, 482, 1216]
directory-entry: — E., Kassierer, Normannenweg 4, 35 — [849, 550, 1057, 566]
directory-entry: — A., Elektromonteur, Wandsbeckerchaussee 116, H. 4, 23 — [542, 1552, 833, 1585]
directory-entry: — J., Hdlgs.-Geh., Königstr. 39, H. 2 — [1156, 814, 1357, 830]
directory-entry: — A., Wagenf., Marckmannstr. 164, 27 — [1156, 990, 1368, 1006]
directory-entry: — A., Arbtr., Löwenstr. 35, H. 12, 30 — [542, 901, 743, 917]
directory-entry: — Frau J., Zig.-Arbtrn., Elsastr. 33, 22 — [236, 478, 444, 494]
year: 1921 — [1020, 140, 1077, 169]
directory-entry: Hesch Wwe. C. M., Fürstenplatz 11, 36 — [1156, 199, 1368, 214]
directory-entry: Heske, A., Arbtr., Sentastr. 30, 22 — [1156, 550, 1336, 566]
column-head: Herzbruch — — [542, 196, 620, 211]
directory-entry: — Paul, Arndts Herzog & Co., No 8246, Bellevue 62, 39 — [849, 1465, 1140, 1499]
directory-entry: — O., Wildhdlg., No 8771, Osterstr. 8 — [1156, 392, 1361, 408]
directory-entry: — Hermann, Herz & Co., Vu 2132, Parkallee 70, 37 — [236, 443, 517, 459]
directory-entry: ⊙ Charles Herzog, IR, Ewerführerei, Bugsiergeschäft u. Rollfuhrwesen, BCto: Deutsche B. Fil. Hbg., M 5411, b. d. Mühren 88, 8, Wohn: El 7446, Osterbeckstr. 8 — [850, 374, 1140, 444]
directory-entry: — Wwe. A., Griesstr. 5, 26 — [542, 1622, 689, 1638]
directory-entry: — H., Kellner, Scharnhorststr. 6, 30 — [1156, 216, 1350, 232]
directory-entry: Zentrale: Neuerwall 70/74, 36 — [542, 267, 705, 283]
directory-entry: — Wilh., Rappstr. 7, 13 — [236, 971, 364, 987]
directory-entry: — Hugo, Weinhandlung, BCto: Vereinsb. Ha 5756, Admiralitätstr. 26, 11 und Küterwall 17, 11 — [849, 1025, 1140, 1059]
directory-entry: — Wwe. E., Belleallianceestr. 69, 19 — [1156, 1524, 1355, 1540]
directory-entry: Herzau, J., Tapez., alter Steinweg 48, 11 — [236, 1112, 452, 1128]
directory-entry: — Wwe. Daniel, Ha 1998, Bindestr. 24 — [1156, 1471, 1368, 1487]
directory-entry: — Friedr., Schlachter, Odenwaldstr. 13 — [1156, 867, 1366, 883]
plastic-label-text: Plastic Covered Document — [38, 729, 81, 1191]
directory-entry: — R., Privatm., Schillerstr. 12, 21 — [542, 795, 726, 811]
directory-entry: ⊙ Gebrüder Herzberg, IR, Waren-Großhdl., Tadr: Edelholz, IV, 2622 N1, Mönckebergstr. 10, 1, Inh: Louis Herzberg — [236, 1762, 526, 1815]
directory-entry: — Carl, Gipser, Barmbeckerstr. 74, 39 — [1156, 1454, 1363, 1470]
directory-entry: — Joh., Schlosser, Marienthalerstr. 107 — [236, 1622, 448, 1638]
directory-entry: — Hess, Emil, Inh: Henry Hess, Dachdecker, Klempner u. Mechaniker, Ha 2921, Neustädterstr. 16, 36 — [1156, 1542, 1446, 1593]
directory-entry: Heseback, Ferdinand, Furage-Großhdl., BCto: C.- u. P.-B., Fil. West-Eimsb., Al 4577 u. Vu 7988, Eppendorferweg 71, 19 — [1156, 286, 1446, 338]
